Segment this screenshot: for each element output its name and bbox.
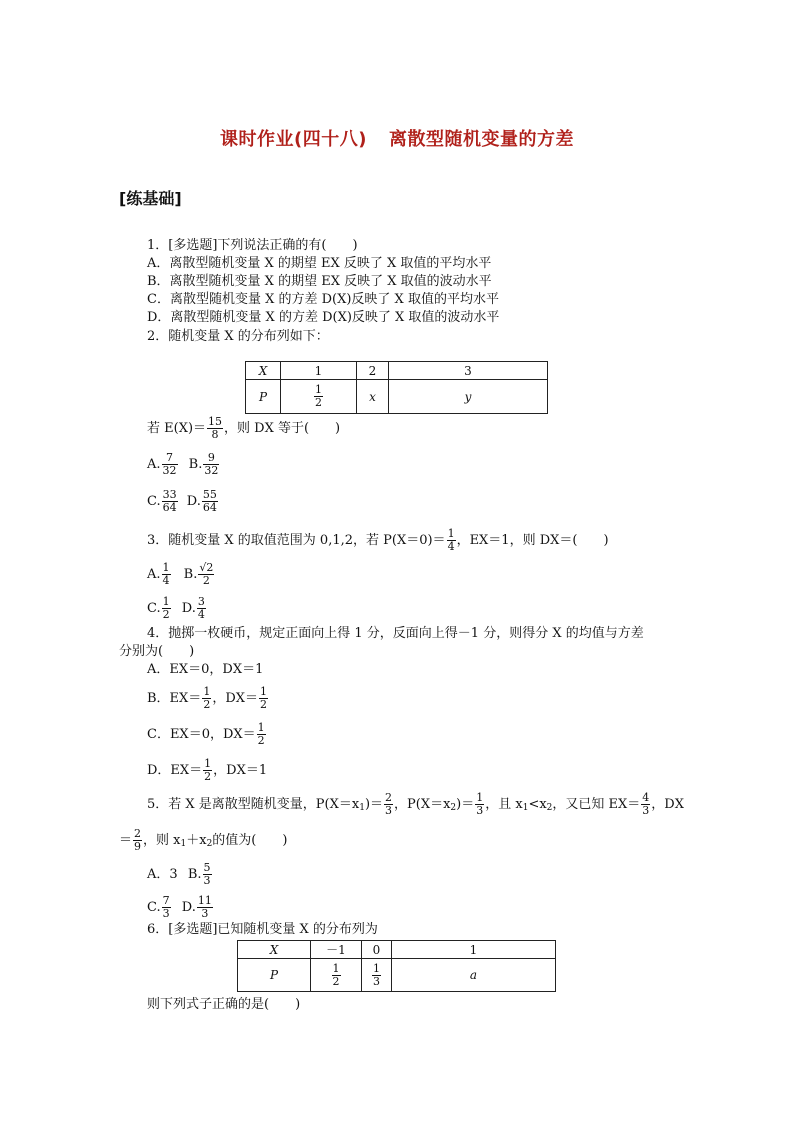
q5-stem-line2: ＝ $\frac{2}{9}$ ，则 $x_1+x_2$的值为( ) [119,827,288,853]
table-cell: －1 [311,941,362,959]
q4-stem-line1: 4．抛掷一枚硬币，规定正面向上得 1 分，反面向上得－1 分，则得分 X 的均值与方差 [147,626,644,641]
q3-stem: 3．随机变量 X 的取值范围为 0,1,2，若 P(X＝0)＝ $\frac{1}{4}$ ，EX＝1，则 DX＝( ) [147,527,609,553]
q4-option-a: A．EX＝0，DX＝1 [147,662,264,677]
title-right: 离散型随机变量的方差 [388,129,574,150]
table-cell: x [357,380,389,414]
q1-option-a: A．离散型随机变量 X 的期望 EX 反映了 X 取值的平均水平 [147,256,492,271]
q3-options-ab: A. $\frac{1}{4}$ B. $\frac{√2}{2}$ [147,561,214,587]
table-cell: 1 [281,362,357,380]
table-cell: 3 [389,362,548,380]
table-cell: $\frac{1}{2}$ [311,959,362,992]
q6-distribution-table [237,940,556,992]
q2-stem: 2．随机变量 X 的分布列如下： [147,329,329,344]
table-cell: X [238,941,311,959]
page-title [0,125,794,151]
q6-followup: 则下列式子正确的是( ) [147,997,301,1012]
q1-option-d: D．离散型随机变量 X 的方差 D(X)反映了 X 取值的波动水平 [147,310,500,325]
q2-distribution-table [245,361,548,414]
table-cell: $\frac{1}{2}$ [281,380,357,414]
q1-option-c: C．离散型随机变量 X 的方差 D(X)反映了 X 取值的平均水平 [147,292,499,307]
table-cell: 1 [392,941,556,959]
q1-stem: 1．[多选题]下列说法正确的有( ) [147,238,358,253]
table-cell: 0 [362,941,392,959]
table-cell: $\frac{1}{3}$ [362,959,392,992]
q4-option-b: B．EX＝ $\frac{1}{2}$ ，DX＝ $\frac{1}{2}$ [147,685,267,711]
table-cell: 2 [357,362,389,380]
table-cell: X [246,362,281,380]
q6-stem: 6．[多选题]已知随机变量 X 的分布列为 [147,922,378,937]
q4-option-d: D．EX＝ $\frac{1}{2}$ ，DX＝1 [147,757,268,783]
q2-condition: 若 E(X)＝ $\frac{15}{8}$ ，则 DX 等于( ) [147,415,341,441]
q2-options-ab: A. $\frac{7}{32}$ B. $\frac{9}{32}$ [147,451,219,477]
q4-stem-line2: 分别为( ) [119,644,195,659]
q5-stem-line1: 5．若 X 是离散型随机变量，$P(X=x_1)=$ $\frac{2}{3}$ ，$P(X=x_2)=$ $\frac{1}{3}$ ，且 $x_1<x_2$，又已知 EX＝ $\frac{4}{3}$ ，DX [147,791,684,817]
q3-options-cd: C. $\frac{1}{2}$ D. $\frac{3}{4}$ [147,595,205,621]
table-cell: y [389,380,548,414]
table-cell: a [392,959,556,992]
q5-options-cd: C. $\frac{7}{3}$ D. $\frac{11}{3}$ [147,894,212,920]
title-left: 课时作业(四十八) [220,129,367,150]
q4-option-c: C．EX＝0，DX＝ $\frac{1}{2}$ [147,721,265,747]
table-cell: P [238,959,311,992]
section-heading: [练基础] [119,189,182,208]
table-cell: P [246,380,281,414]
q2-options-cd: C. $\frac{33}{64}$ D. $\frac{55}{64}$ [147,488,217,514]
q1-option-b: B．离散型随机变量 X 的期望 EX 反映了 X 取值的波动水平 [147,274,492,289]
q5-options-ab: A．3 B. $\frac{5}{3}$ [147,861,211,887]
